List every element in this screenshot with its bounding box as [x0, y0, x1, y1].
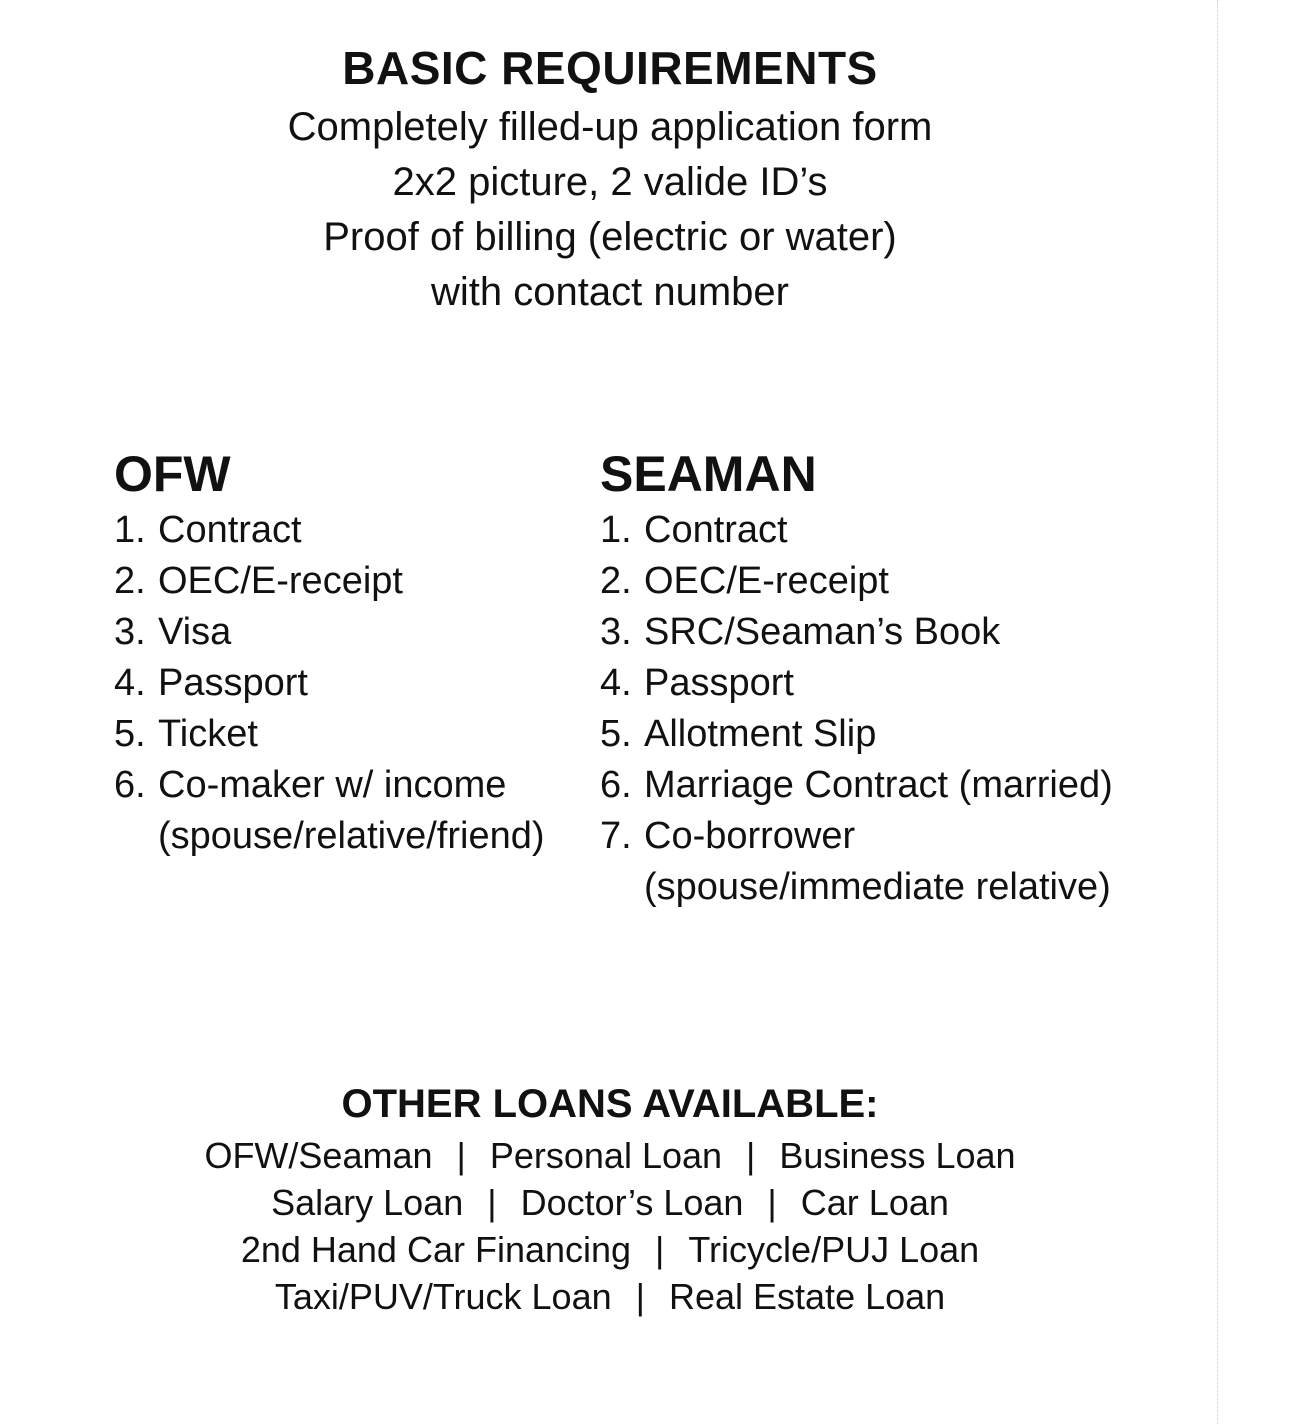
list-item — [114, 505, 584, 556]
loan-item: Salary Loan — [271, 1182, 464, 1223]
ofw-list — [114, 505, 584, 862]
ofw-section — [114, 445, 584, 862]
requirement-line: Proof of billing (electric or water) — [323, 215, 897, 259]
item-text: Co-maker w/ income — [158, 764, 507, 806]
item-number: 6. — [114, 764, 146, 806]
item-number: 3. — [600, 611, 632, 653]
separator: | — [655, 1229, 665, 1270]
requirement-line: 2x2 picture, 2 valide ID’s — [392, 160, 828, 204]
loan-item: Tricycle/PUJ Loan — [688, 1229, 980, 1270]
item-text: SRC/Seaman’s Book — [644, 611, 1001, 653]
item-text: Visa — [158, 611, 232, 653]
other-loans-section — [0, 1080, 1220, 1320]
separator: | — [456, 1135, 466, 1176]
loan-item: Business Loan — [779, 1135, 1016, 1176]
separator: | — [746, 1135, 756, 1176]
loan-item: Personal Loan — [489, 1135, 723, 1176]
list-item — [114, 607, 584, 658]
list-item — [600, 760, 1200, 811]
item-text: Passport — [158, 662, 308, 704]
item-number: 1. — [114, 509, 146, 551]
item-body — [158, 760, 545, 862]
item-body — [644, 811, 1111, 913]
item-text: Passport — [644, 662, 794, 704]
item-text: Allotment Slip — [644, 713, 877, 755]
loan-item: 2nd Hand Car Financing — [240, 1229, 632, 1270]
item-text: OEC/E-receipt — [158, 560, 403, 602]
page-edge-divider — [1217, 0, 1218, 1424]
item-number: 2. — [600, 560, 632, 602]
item-text: Co-borrower — [644, 815, 856, 857]
item-text: Contract — [158, 509, 302, 551]
loan-item: Real Estate Loan — [668, 1276, 946, 1317]
list-item — [600, 811, 1200, 913]
item-subtext: (spouse/immediate relative) — [644, 866, 1111, 908]
loan-row — [0, 1132, 1220, 1179]
loan-row — [0, 1273, 1220, 1320]
item-number: 1. — [600, 509, 632, 551]
seaman-list — [600, 505, 1200, 913]
separator: | — [767, 1182, 777, 1223]
separator: | — [635, 1276, 645, 1317]
loan-row — [0, 1179, 1220, 1226]
item-number: 6. — [600, 764, 632, 806]
item-number: 2. — [114, 560, 146, 602]
item-number: 7. — [600, 815, 632, 857]
requirement-line: Completely filled-up application form — [287, 105, 933, 149]
item-text: Contract — [644, 509, 788, 551]
other-loans-title: OTHER LOANS AVAILABLE: — [341, 1082, 879, 1126]
list-item — [600, 607, 1200, 658]
loan-row — [0, 1226, 1220, 1273]
item-number: 5. — [114, 713, 146, 755]
separator: | — [487, 1182, 497, 1223]
list-item — [114, 709, 584, 760]
list-item — [600, 658, 1200, 709]
list-item — [114, 556, 584, 607]
list-item — [600, 556, 1200, 607]
list-item — [114, 658, 584, 709]
list-item — [114, 760, 584, 862]
item-number: 4. — [600, 662, 632, 704]
item-subtext: (spouse/relative/friend) — [158, 815, 545, 857]
loan-item: Taxi/PUV/Truck Loan — [274, 1276, 612, 1317]
seaman-title: SEAMAN — [600, 446, 817, 502]
item-number: 5. — [600, 713, 632, 755]
item-number: 3. — [114, 611, 146, 653]
basic-requirements-title: BASIC REQUIREMENTS — [342, 42, 878, 94]
seaman-section — [600, 445, 1200, 913]
loan-item: Doctor’s Loan — [520, 1182, 744, 1223]
list-item — [600, 505, 1200, 556]
item-number: 4. — [114, 662, 146, 704]
basic-requirements-section — [0, 40, 1220, 320]
loan-item: Car Loan — [800, 1182, 949, 1223]
item-text: OEC/E-receipt — [644, 560, 889, 602]
list-item — [600, 709, 1200, 760]
ofw-title: OFW — [114, 446, 231, 502]
requirement-line: with contact number — [431, 270, 789, 314]
item-text: Marriage Contract (married) — [644, 764, 1113, 806]
item-text: Ticket — [158, 713, 258, 755]
loan-item: OFW/Seaman — [204, 1135, 433, 1176]
